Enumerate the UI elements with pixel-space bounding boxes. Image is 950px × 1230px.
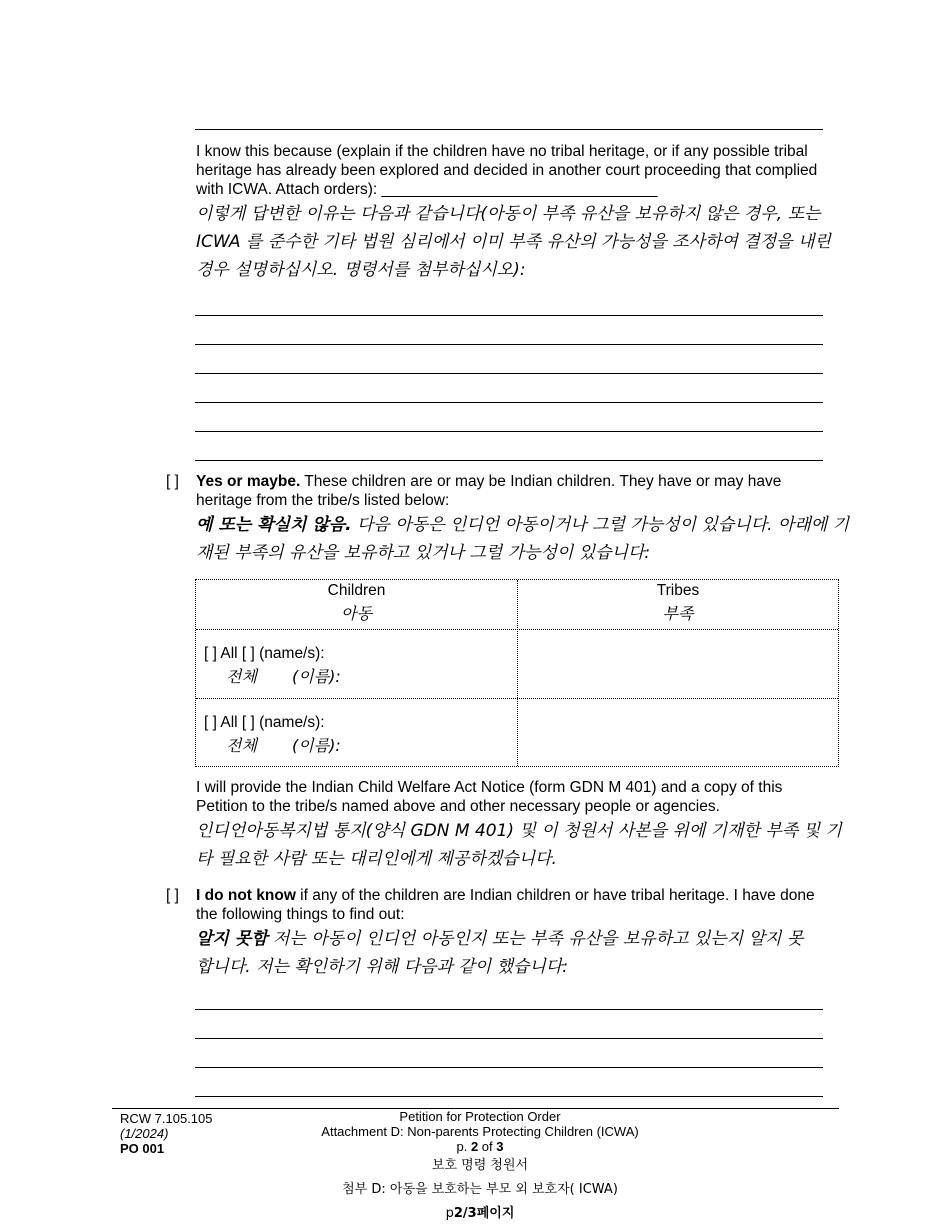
all-label-ko: 전체 (226, 736, 257, 755)
yes-maybe-description: These children are or may be Indian children. They have or may have heritage from the tribe/s listed below: (196, 473, 782, 509)
yes-maybe-label: Yes or maybe. (196, 473, 301, 490)
names-label-ko: (이름): (292, 736, 341, 755)
footer-page-ko (270, 1203, 690, 1225)
tribes-header-en: Tribes (656, 582, 700, 599)
page-ko-numbers: 2/3페이지 (453, 1206, 515, 1221)
footer-form-number: PO 001 (120, 1141, 165, 1156)
footer-date: (1/2024) (120, 1126, 169, 1141)
not-know-description-ko: 저는 아동이 인디언 아동인지 또는 부족 유산을 보유하고 있는지 알지 못합니다. 저는 확인하기 위해 다음과 같이 했습니다: (196, 929, 804, 977)
tribes-column-header (518, 581, 838, 627)
table-row (204, 644, 341, 690)
not-know-text-ko (196, 925, 816, 981)
blank-line[interactable] (195, 1038, 823, 1039)
children-column-header (196, 581, 517, 627)
footer-title-block (270, 1109, 690, 1225)
names-label-ko: (이름): (292, 667, 341, 686)
blank-line[interactable] (195, 460, 823, 461)
children-header-en: Children (327, 582, 386, 599)
table-row (204, 713, 341, 759)
page-of: of (478, 1139, 497, 1154)
blank-line[interactable] (195, 1067, 823, 1068)
footer-form-info (120, 1111, 213, 1156)
page-prefix: p. (456, 1139, 471, 1154)
blank-line[interactable] (195, 402, 823, 403)
blank-line[interactable] (195, 1096, 823, 1097)
yes-maybe-text-en (196, 472, 836, 510)
footer-page-number (270, 1139, 690, 1154)
table-row-divider (196, 698, 838, 699)
blank-line[interactable] (195, 1009, 823, 1010)
blank-line[interactable] (195, 431, 823, 432)
footer-attachment-ko: 첨부 D: 아동을 보호하는 부모 외 보호자( ICWA) (342, 1182, 618, 1197)
not-know-label: I do not know (196, 887, 296, 904)
page-current: 2 (470, 1139, 479, 1154)
yes-maybe-description-ko: 다음 아동은 인디언 아동이거나 그럴 가능성이 있습니다. 아래에 기재된 부족의 유산을 보유하고 있거나 그럴 가능성이 있습니다: (196, 515, 850, 563)
not-know-label-ko: 알지 못함 (196, 929, 268, 949)
tribes-header-ko: 부족 (662, 604, 694, 623)
not-know-checkbox[interactable]: [ ] (166, 887, 179, 904)
footer-title-ko: 보호 명령 청원서 (431, 1158, 529, 1173)
table-row-divider (196, 629, 838, 630)
yes-maybe-text-ko (196, 511, 856, 567)
all-label-ko: 전체 (226, 667, 257, 686)
children-selector-ko (204, 733, 341, 759)
explain-text-ko: 이렇게 답변한 이유는 다음과 같습니다(아동이 부족 유산을 보유하지 않은 경우, 또는 ICWA 를 준수한 기타 법원 심리에서 이미 부족 유산의 가능성을 조사하여 결정을 내린 경우 설명하십시오. 명령서를 첨부하십시오): (196, 204, 831, 280)
explain-text-en: I know this because (explain if the children have no tribal heritage, or if any possible tribal heritage has already been explored and decided in another court proceeding that complied with ICWA. Attach orders): ________________________________ (196, 143, 818, 198)
footer-attachment: Attachment D: Non-parents Protecting Children (ICWA) (321, 1124, 639, 1139)
children-selector-ko (204, 664, 341, 690)
blank-line[interactable] (195, 315, 823, 316)
children-selector[interactable]: [ ] All [ ] (name/s): (204, 714, 325, 731)
blank-line[interactable] (195, 373, 823, 374)
footer-rcw: RCW 7.105.105 (120, 1111, 213, 1126)
notice-text-en: I will provide the Indian Child Welfare Act Notice (form GDN M 401) and a copy of this Petition to the tribe/s named above and other necessary people or agencies. (196, 779, 783, 815)
notice-text-ko: 인디언아동복지법 통지(양식 GDN M 401) 및 이 청원서 사본을 위에 기재한 부족 및 기타 필요한 사람 또는 대리인에게 제공하겠습니다. (196, 821, 842, 869)
page-ko-prefix: p (445, 1206, 454, 1221)
footer-title: Petition for Protection Order (399, 1109, 561, 1124)
blank-line[interactable] (195, 129, 823, 130)
children-header-ko: 아동 (341, 604, 372, 623)
page-total: 3 (496, 1139, 504, 1154)
yes-maybe-checkbox[interactable]: [ ] (166, 473, 179, 490)
blank-line[interactable] (195, 344, 823, 345)
not-know-text-en (196, 886, 836, 924)
children-selector[interactable]: [ ] All [ ] (name/s): (204, 645, 325, 662)
not-know-description: if any of the children are Indian children or have tribal heritage. I have done the following things to find out: (196, 887, 815, 923)
children-tribes-table (195, 579, 839, 767)
yes-maybe-label-ko: 예 또는 확실치 않음. (196, 515, 352, 535)
